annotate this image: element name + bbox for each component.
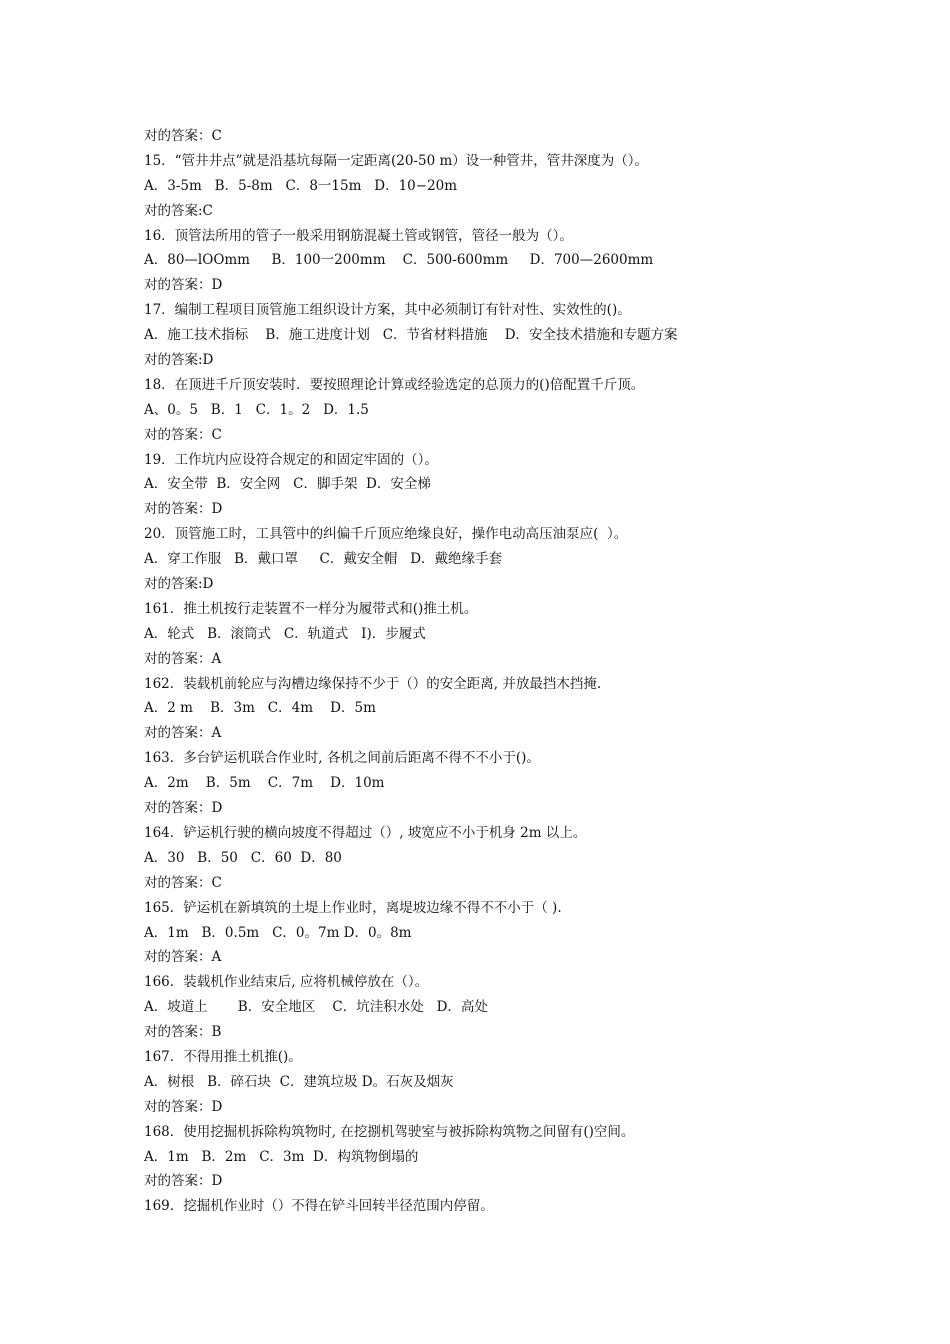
question-line: 164．铲运机行驶的横向坡度不得超过（）, 坡宽应不小于机身 2m 以上。	[144, 824, 587, 841]
answer-line: 对的答案：A	[144, 650, 222, 667]
answer-line: 对的答案：C	[144, 128, 222, 144]
question-line: 18．在顶进千斤顶安装时．要按照理论计算或经验选定的总顶力的()倍配置千斤顶。	[144, 376, 645, 393]
answer-line: 对的答案：B	[144, 1024, 222, 1041]
question-line: 161．推土机按行走装置不一样分为履带式和()推土机。	[144, 600, 478, 617]
question-line: 167．不得用推土机推()。	[144, 1048, 302, 1065]
question-line: 165．铲运机在新填筑的土堤上作业时，离堤坡边缘不得不不小于（ ).	[144, 899, 562, 916]
answer-line: 对的答案:D	[144, 352, 214, 369]
answer-line: 对的答案：D	[144, 277, 223, 294]
question-list	[144, 124, 844, 1219]
options-line: A．施工技术指标 B．施工进度计划 C．节省材料措施 D．安全技术措施和专题方案	[144, 327, 678, 344]
options-line: A．树根 B．碎石块 C．建筑垃圾 D。石灰及烟灰	[144, 1073, 454, 1090]
options-line: A．80—lOOmm B．100一200mm C．500-600mm D．700—2600mm	[144, 252, 654, 269]
question-line: 19．工作坑内应设符合规定的和固定牢固的（）。	[144, 451, 438, 468]
answer-line: 对的答案：D	[144, 501, 223, 518]
answer-line: 对的答案：A	[144, 725, 222, 742]
question-line: 168．使用挖掘机拆除构筑物时, 在挖捌机驾驶室与被拆除构筑物之间留有()空间。	[144, 1123, 635, 1140]
question-line: 166．装载机作业结束后, 应将机械停放在（）。	[144, 974, 429, 991]
options-line: A．穿工作服 B．戴口罩 C．戴安全帽 D．戴绝缘手套	[144, 551, 503, 568]
answer-line: 对的答案：A	[144, 949, 222, 966]
answer-line: 对的答案:D	[144, 576, 214, 593]
options-line: A．轮式 B．滚筒式 C．轨道式 I)．步履式	[144, 625, 426, 642]
options-line: A．2 m B．3m C．4m D．5m	[144, 700, 376, 717]
question-line: 20．顶管施工时，工具管中的纠偏千斤顶应绝缘良好，操作电动高压油泵应( ）。	[144, 526, 628, 543]
question-line: 17．编制工程项目顶管施工组织设计方案，其中必须制订有针对性、实效性的()。	[144, 302, 631, 319]
question-line: 163．多台铲运机联合作业时, 各机之间前后距离不得不不小于()。	[144, 750, 540, 767]
options-line: A．1m B．2m C．3m D．构筑物倒塌的	[144, 1148, 419, 1165]
answer-line: 对的答案：C	[144, 426, 222, 443]
options-line: A．坡道上 B．安全地区 C．坑洼积水处 D．高处	[144, 999, 488, 1016]
answer-line: 对的答案：C	[144, 874, 222, 891]
options-line: A．3-5m B．5-8m C．8一15m D．10−20m	[144, 177, 458, 194]
answer-line: 对的答案:C	[144, 202, 213, 219]
answer-line: 对的答案：D	[144, 1098, 223, 1115]
question-line: 15．“管井井点”就是沿基坑每隔一定距离(20-50 m）设一种管井，管井深度为（）。	[144, 152, 649, 169]
answer-line: 对的答案：D	[144, 800, 223, 817]
options-line: A．30 B．50 C．60 D．80	[144, 849, 342, 866]
options-line: A．安全带 B．安全网 C．脚手架 D．安全梯	[144, 476, 431, 493]
question-line: 16．顶管法所用的管子一般采用钢筋混凝土管或钢管，管径一般为（）。	[144, 227, 573, 244]
options-line: A．1m B．0.5m C．0。7m D．0。8m	[144, 924, 412, 941]
question-line: 162．装载机前轮应与沟槽边缘保持不少于（）的安全距离, 并放最挡木挡掩.	[144, 675, 602, 692]
options-line: A、0。5 B．1 C．1。2 D．1.5	[144, 401, 369, 418]
answer-line: 对的答案：D	[144, 1173, 223, 1190]
options-line: A．2m B．5m C．7m D．10m	[144, 775, 385, 792]
question-line: 169．挖掘机作业时（）不得在铲斗回转半径范围内停留。	[144, 1198, 494, 1215]
